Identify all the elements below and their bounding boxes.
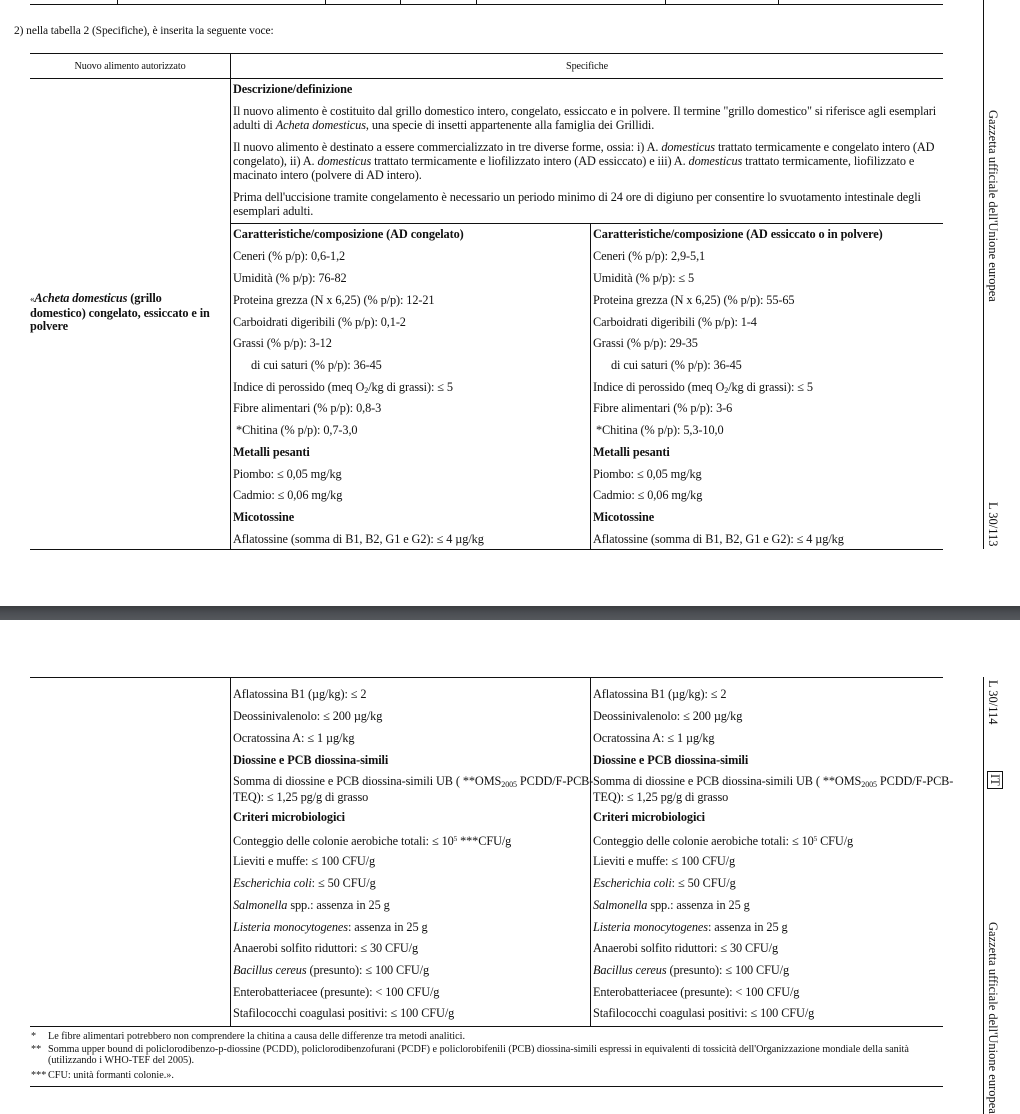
footnote-3 bbox=[31, 1070, 943, 1081]
footnote-text: CFU: unità formanti colonie.». bbox=[48, 1070, 174, 1081]
table-bottom-rule-page1 bbox=[30, 549, 943, 550]
food-name bbox=[30, 292, 210, 334]
spec-row-chitina: *Chitina (% p/p): 0,7-3,0 bbox=[236, 423, 358, 437]
spec-row-micro-heading: Criteri microbiologici bbox=[233, 810, 345, 824]
food-name-species: Acheta domesticus bbox=[34, 291, 128, 305]
footnote-mark: * bbox=[31, 1031, 37, 1042]
spec-row-saturi: di cui saturi (% p/p): 36-45 bbox=[611, 358, 742, 372]
footnote-mark: *** bbox=[31, 1070, 47, 1081]
spec-row-deossinivalenolo: Deossinivalenolo: ≤ 200 µg/kg bbox=[233, 709, 383, 723]
spec-row-aflatossina-b1: Aflatossina B1 (µg/kg): ≤ 2 bbox=[233, 687, 367, 701]
spec-row-conteggio: Conteggio delle colonie aerobiche totali: ≤ $10^5$ CFU/g bbox=[593, 834, 854, 848]
spec-column-divider bbox=[590, 223, 591, 550]
spec-row-ocratossina: Ocratossina A: ≤ 1 µg/kg bbox=[593, 731, 715, 745]
spec-row-fibre: Fibre alimentari (% p/p): 0,8-3 bbox=[233, 401, 382, 415]
intro-paragraph bbox=[14, 24, 274, 38]
spec-row-salmonella: Salmonella spp.: assenza in 25 g bbox=[233, 898, 390, 912]
spec-row-saturi: di cui saturi (% p/p): 36-45 bbox=[251, 358, 382, 372]
spec-row-ceneri: Ceneri (% p/p): 2,9-5,1 bbox=[593, 249, 706, 263]
page-separator bbox=[0, 606, 1020, 620]
table-rule bbox=[30, 4, 943, 5]
footnote-text: Somma upper bound di policlorodibenzo-p-diossine (PCDD), policlorodibenzofurani (PCDF) e policlorobifenili (PCB) diossina-simili espressi in equivalenti di tossicità dell'Organizzazione mondiale della sanità (utilizzando i WHO-TEF del 2005). bbox=[48, 1044, 909, 1067]
spec-row-perossido: Indice di perossido (meq $O_2/kg$ di grassi): ≤ 5 bbox=[233, 380, 453, 395]
spec-row-umidita: Umidità (% p/p): ≤ 5 bbox=[593, 271, 695, 285]
spec-row-chitina: *Chitina (% p/p): 5,3-10,0 bbox=[596, 423, 724, 437]
food-column-divider-page2 bbox=[230, 677, 231, 1026]
spec-row-cadmio: Cadmio: ≤ 0,06 mg/kg bbox=[593, 488, 703, 502]
spec-row-proteina: Proteina grezza (N x 6,25) (% p/p): 12-21 bbox=[233, 293, 435, 307]
spec-row-perossido: Indice di perossido (meq $O_2/kg$ di grassi): ≤ 5 bbox=[593, 380, 813, 395]
footnote-1 bbox=[31, 1031, 943, 1042]
open-guillemet: « bbox=[30, 294, 35, 304]
spec-row-anaerobi: Anaerobi solfito riduttori: ≤ 30 CFU/g bbox=[593, 941, 779, 955]
table-divider bbox=[400, 0, 401, 4]
description-paragraph-2: Il nuovo alimento è destinato a essere commercializzato in tre diverse forme, ossia: i) A. domesticus trattato termicamente e congelato intero (AD congelato), ii) A. domesticus trattato termicamente e liofilizzato intero (AD essiccato) e iii) A. domesticus trattato termicamente, liofilizzato e macinato intero (polvere di AD intero). bbox=[233, 140, 935, 182]
table-divider bbox=[325, 0, 326, 4]
spec-row-bacillus: Bacillus cereus (presunto): ≤ 100 CFU/g bbox=[233, 963, 430, 977]
header-rule bbox=[30, 78, 943, 79]
header-food: Nuovo alimento autorizzato bbox=[74, 61, 186, 72]
footnotes-bottom-rule bbox=[30, 1086, 943, 1087]
spec-row-ocratossina: Ocratossina A: ≤ 1 µg/kg bbox=[233, 731, 355, 745]
table-top-rule-page2 bbox=[30, 677, 943, 678]
spec-row-anaerobi: Anaerobi solfito riduttori: ≤ 30 CFU/g bbox=[233, 941, 419, 955]
spec-row-carboidrati: Carboidrati digeribili (% p/p): 0,1-2 bbox=[233, 315, 406, 329]
table-divider bbox=[476, 0, 477, 4]
spec-row-lieviti: Lieviti e muffe: ≤ 100 CFU/g bbox=[233, 854, 376, 868]
spec-row-ecoli: Escherichia coli: ≤ 50 CFU/g bbox=[593, 876, 736, 890]
spec-row-piombo: Piombo: ≤ 0,05 mg/kg bbox=[233, 467, 342, 481]
spec-row-micotossine-heading: Micotossine bbox=[233, 510, 295, 524]
spec-row-ecoli: Escherichia coli: ≤ 50 CFU/g bbox=[233, 876, 376, 890]
spec-row-grassi: Grassi (% p/p): 3-12 bbox=[233, 336, 332, 350]
margin-rule-page1 bbox=[983, 0, 984, 549]
table-divider bbox=[117, 0, 118, 4]
table-divider bbox=[665, 0, 666, 4]
footnote-mark: ** bbox=[31, 1044, 42, 1055]
footnote-2 bbox=[31, 1044, 943, 1066]
spec-row-diossine-heading: Diossine e PCB diossina-simili bbox=[233, 753, 389, 767]
spec-row-deossinivalenolo: Deossinivalenolo: ≤ 200 µg/kg bbox=[593, 709, 743, 723]
spec-row-fibre: Fibre alimentari (% p/p): 3-6 bbox=[593, 401, 733, 415]
table-bottom-rule-page2 bbox=[30, 1026, 943, 1027]
description-heading: Descrizione/definizione bbox=[233, 82, 353, 96]
spec-row-metalli-heading: Metalli pesanti bbox=[593, 445, 670, 459]
food-name-line1: (grillo bbox=[127, 291, 162, 305]
description-paragraph-3: Prima dell'uccisione tramite congelamento è necessario un periodo minimo di 24 ore di digiuno per consentire lo svuotamento intestinale degli esemplari adulti. bbox=[233, 190, 921, 218]
spec-row-ceneri: Ceneri (% p/p): 0,6-1,2 bbox=[233, 249, 346, 263]
spec-row-heading: Caratteristiche/composizione (AD congelato) bbox=[233, 227, 464, 241]
spec-row-metalli-heading: Metalli pesanti bbox=[233, 445, 310, 459]
margin-rule-page2 bbox=[983, 677, 984, 1114]
spec-row-aflatossine: Aflatossine (somma di B1, B2, G1 e G2): ≤ 4 µg/kg bbox=[233, 532, 484, 546]
header-specs: Specifiche bbox=[566, 61, 608, 72]
spec-row-umidita: Umidità (% p/p): 76-82 bbox=[233, 271, 347, 285]
food-column-divider bbox=[230, 53, 231, 550]
journal-title-page1: Gazzetta ufficiale dell'Unione europea bbox=[986, 110, 1000, 302]
spec-row-aflatossine: Aflatossine (somma di B1, B2, G1 e G2): ≤ 4 µg/kg bbox=[593, 532, 844, 546]
spec-row-cadmio: Cadmio: ≤ 0,06 mg/kg bbox=[233, 488, 343, 502]
spec-row-conteggio: Conteggio delle colonie aerobiche totali: ≤ $10^5$ ***CFU/g bbox=[233, 834, 512, 848]
language-badge: IT bbox=[987, 771, 1002, 789]
spec-row-aflatossina-b1: Aflatossina B1 (µg/kg): ≤ 2 bbox=[593, 687, 727, 701]
food-name-line3: polvere bbox=[30, 319, 69, 333]
description-paragraph-1: Il nuovo alimento è costituito dal grillo domestico intero, congelato, essiccato e in polvere. Il termine "grillo domestico" si riferisce agli esemplari adulti di Acheta domesticus, una specie di insetti appartenente alla famiglia dei Grillidi. bbox=[233, 104, 937, 132]
spec-row-grassi: Grassi (% p/p): 29-35 bbox=[593, 336, 698, 350]
spec-row-carboidrati: Carboidrati digeribili (% p/p): 1-4 bbox=[593, 315, 757, 329]
spec-row-diossine-heading: Diossine e PCB diossina-simili bbox=[593, 753, 749, 767]
spec-row-bacillus: Bacillus cereus (presunto): ≤ 100 CFU/g bbox=[593, 963, 790, 977]
spec-row-diossine: Somma di diossine e PCB diossina-simili UB ( $**OMS_{2005}$ PCDD/F-PCB- TEQ): ≤ 1,25 pg/g di grasso bbox=[593, 774, 954, 804]
page-number-page2: L 30/114 bbox=[986, 680, 1000, 725]
footnote-text: Le fibre alimentari potrebbero non comprendere la chitina a causa delle differenze tra metodi analitici. bbox=[48, 1031, 466, 1042]
spec-row-micro-heading: Criteri microbiologici bbox=[593, 810, 705, 824]
spec-row-stafilo: Stafilococchi coagulasi positivi: ≤ 100 CFU/g bbox=[233, 1006, 455, 1020]
table-divider bbox=[778, 0, 779, 4]
spec-row-stafilo: Stafilococchi coagulasi positivi: ≤ 100 CFU/g bbox=[593, 1006, 815, 1020]
spec-row-micotossine-heading: Micotossine bbox=[593, 510, 655, 524]
spec-row-proteina: Proteina grezza (N x 6,25) (% p/p): 55-65 bbox=[593, 293, 795, 307]
spec-column-divider-page2 bbox=[590, 677, 591, 1026]
intro-text: nella tabella 2 (Specifiche), è inserita la seguente voce: bbox=[26, 25, 274, 37]
page-number-page1: L 30/113 bbox=[986, 502, 1000, 547]
spec-row-entero: Enterobatteriacee (presunte): < 100 CFU/g bbox=[233, 985, 440, 999]
spec-row-salmonella: Salmonella spp.: assenza in 25 g bbox=[593, 898, 750, 912]
journal-title-page2: Gazzetta ufficiale dell'Unione europea bbox=[986, 922, 1000, 1114]
table-top-rule bbox=[30, 53, 943, 54]
food-name-line2: domestico) congelato, essiccato e in bbox=[30, 305, 210, 320]
spec-row-entero: Enterobatteriacee (presunte): < 100 CFU/g bbox=[593, 985, 800, 999]
spec-row-listeria: Listeria monocytogenes: assenza in 25 g bbox=[233, 920, 428, 934]
spec-row-diossine: Somma di diossine e PCB diossina-simili UB ( $**OMS_{2005}$ PCDD/F-PCB- TEQ): ≤ 1,25 pg/g di grasso bbox=[233, 774, 594, 804]
intro-item-number: 2) bbox=[14, 25, 24, 37]
spec-row-lieviti: Lieviti e muffe: ≤ 100 CFU/g bbox=[593, 854, 736, 868]
spec-row-listeria: Listeria monocytogenes: assenza in 25 g bbox=[593, 920, 788, 934]
description-rule bbox=[230, 223, 943, 224]
spec-row-piombo: Piombo: ≤ 0,05 mg/kg bbox=[593, 467, 702, 481]
spec-row-heading: Caratteristiche/composizione (AD essiccato o in polvere) bbox=[593, 227, 883, 241]
